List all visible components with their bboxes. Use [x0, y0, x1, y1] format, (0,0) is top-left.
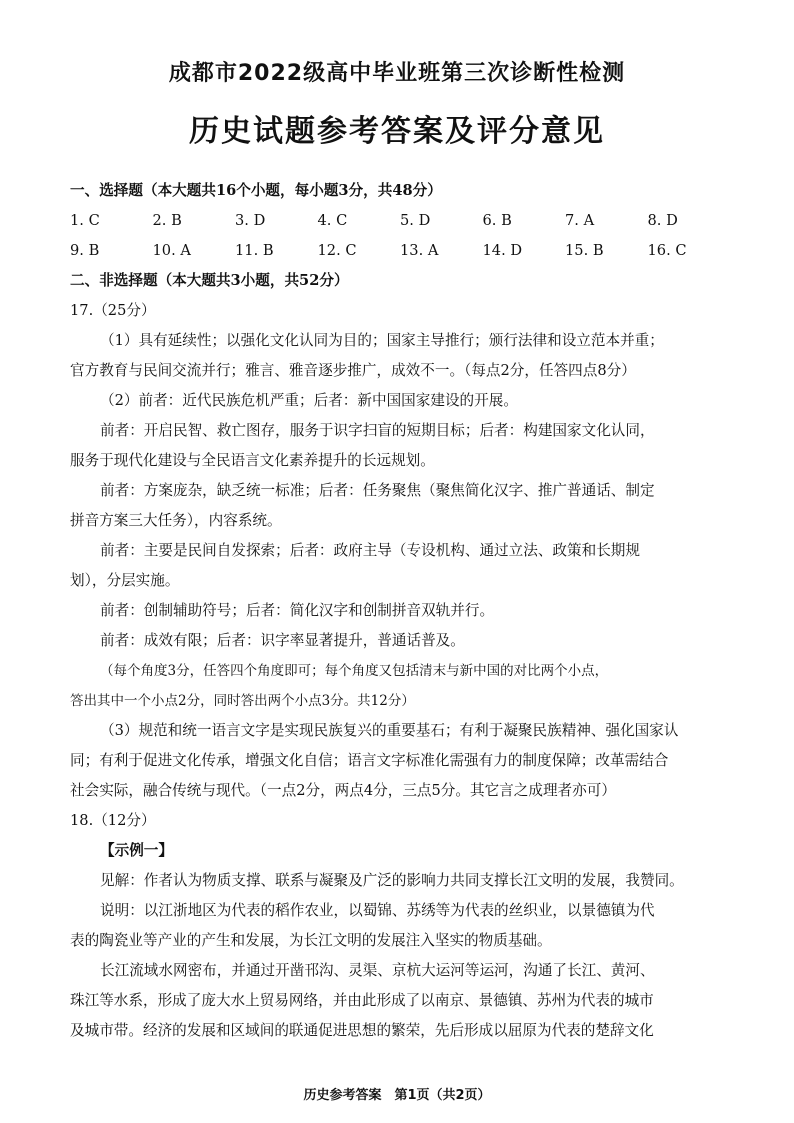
answer-item: 10. A — [152, 242, 191, 259]
q17-text: 拼音方案三大任务），内容系统。 — [70, 512, 282, 529]
q18-text: 及城市带。经济的发展和区域间的联通促进思想的繁荣，先后形成以屈原为代表的楚辞文化 — [70, 1022, 654, 1039]
q17-text: 前者：创制辅助符号；后者：简化汉字和创制拼音双轨并行。 — [100, 602, 495, 619]
q17-text: 前者：方案庞杂，缺乏统一标准；后者：任务聚焦（聚焦简化汉字、推广普通话、制定 — [100, 482, 655, 499]
answer-item: 7. A — [565, 212, 595, 229]
answer-item: 3. D — [235, 212, 266, 229]
answer-item: 6. B — [482, 212, 512, 229]
answer-item: 11. B — [235, 242, 274, 259]
answer-item: 12. C — [317, 242, 357, 259]
answer-item: 5. D — [400, 212, 431, 229]
section2-heading: 二、非选择题（本大题共3小题，共52分） — [70, 272, 349, 289]
document-title: 历史试题参考答案及评分意见 — [189, 114, 605, 149]
answer-item: 1. C — [70, 212, 100, 229]
answer-item: 8. D — [647, 212, 678, 229]
answer-item: 2. B — [152, 212, 182, 229]
q18-example-label: 【示例一】 — [100, 842, 173, 859]
q17-text: 服务于现代化建设与全民语言文化素养提升的长远规划。 — [70, 452, 435, 469]
q18-heading: 18.（12分） — [70, 812, 156, 829]
q17-text: （3）规范和统一语言文字是实现民族复兴的重要基石；有利于凝聚民族精神、强化国家认 — [100, 722, 679, 739]
q17-text: 前者：成效有限；后者：识字率显著提升，普通话普及。 — [100, 632, 465, 649]
answer-item: 9. B — [70, 242, 100, 259]
exam-title: 成都市2022级高中毕业班第三次诊断性检测 — [168, 61, 626, 86]
q17-text: （1）具有延续性；以强化文化认同为目的；国家主导推行；颁行法律和设立范本并重； — [100, 332, 664, 349]
q17-scoring-note: （每个角度3分，任答四个角度即可；每个角度又包括清末与新中国的对比两个小点， — [100, 663, 609, 679]
page-footer: 历史参考答案 第1页（共2页） — [303, 1088, 491, 1103]
answer-item: 14. D — [482, 242, 523, 259]
answer-row-1 — [70, 206, 730, 236]
q18-text: 说明：以江浙地区为代表的稻作农业，以蜀锦、苏绣等为代表的丝织业，以景德镇为代 — [100, 902, 655, 919]
answer-item: 13. A — [400, 242, 439, 259]
q18-text: 长江流域水网密布，并通过开凿邗沟、灵渠、京杭大运河等运河，沟通了长江、黄河、 — [100, 962, 655, 979]
q17-text: 同；有利于促进文化传承，增强文化自信；语言文字标准化需强有力的制度保障；改革需结合 — [70, 752, 669, 769]
q17-scoring-note: 答出其中一个小点2分，同时答出两个小点3分。共12分） — [70, 693, 415, 709]
q17-text: （2）前者：近代民族危机严重；后者：新中国国家建设的开展。 — [100, 392, 518, 409]
q17-heading: 17.（25分） — [70, 302, 156, 319]
q17-text: 前者：主要是民间自发探索；后者：政府主导（专设机构、通过立法、政策和长期规 — [100, 542, 640, 559]
q17-text: 划），分层实施。 — [70, 572, 180, 589]
q17-text: 前者：开启民智、救亡图存，服务于识字扫盲的短期目标；后者：构建国家文化认同， — [100, 422, 655, 439]
answer-item: 15. B — [565, 242, 604, 259]
answer-item: 4. C — [317, 212, 348, 229]
answer-row-2 — [70, 236, 730, 266]
q18-text: 珠江等水系，形成了庞大水上贸易网络，并由此形成了以南京、景德镇、苏州为代表的城市 — [70, 992, 654, 1009]
answer-content — [70, 176, 730, 1046]
q18-text: 见解：作者认为物质支撑、联系与凝聚及广泛的影响力共同支撑长江文明的发展，我赞同。 — [100, 872, 684, 889]
q18-text: 表的陶瓷业等产业的产生和发展，为长江文明的发展注入坚实的物质基础。 — [70, 932, 552, 949]
q17-text: 社会实际，融合传统与现代。（一点2分，两点4分，三点5分。其它言之成理者亦可） — [70, 782, 616, 799]
answer-item: 16. C — [647, 242, 687, 259]
q17-text: 官方教育与民间交流并行；雅言、雅音逐步推广，成效不一。（每点2分，任答四点8分） — [70, 362, 636, 379]
section1-heading: 一、选择题（本大题共16个小题，每小题3分，共48分） — [70, 182, 442, 199]
